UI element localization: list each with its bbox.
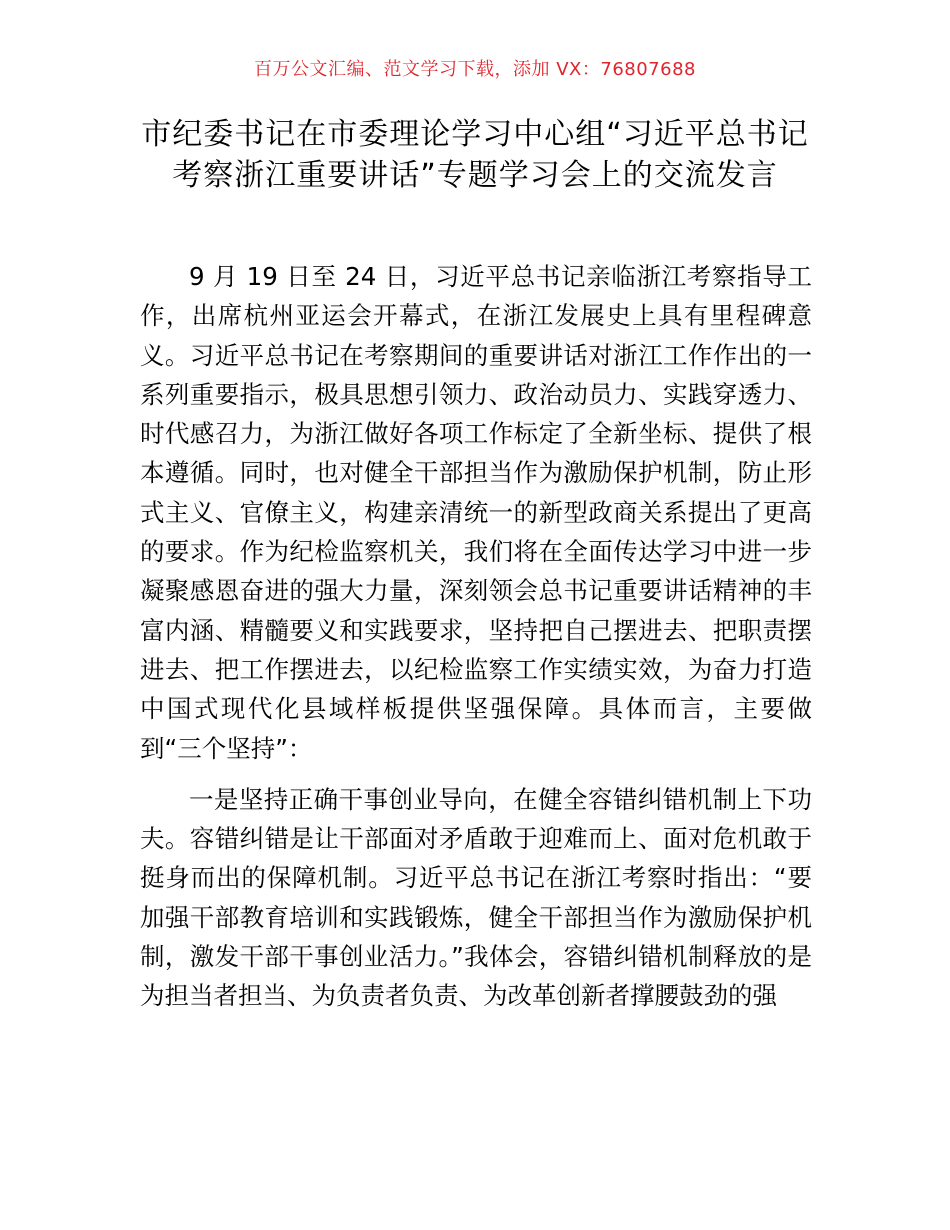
header-promo-note: 百万公文汇编、范文学习下载，添加 VX：76807688: [254, 59, 696, 80]
paragraph-point-one: 一是坚持正确干事创业导向，在健全容错纠错机制上下功夫。容错纠错是让干部面对矛盾敢于迎难而上、面对危机敢于挺身而出的保障机制。习近平总书记在浙江考察时指出：“要加强干部教育培训和实践锻炼，健全干部担当作为激励保护机制，激发干部干事创业活力。”我体会，容错纠错机制释放的是为担当者担当、为负责者负责、为改革创新者撑腰鼓劲的强: [140, 784, 812, 1011]
document-body: [140, 257, 812, 1016]
paragraph-intro: 9 月 19 日至 24 日，习近平总书记亲临浙江考察指导工作，出席杭州亚运会开幕式，在浙江发展史上具有里程碑意义。习近平总书记在考察期间的重要讲话对浙江工作作出的一系列重要指示，极具思想引领力、政治动员力、实践穿透力、时代感召力，为浙江做好各项工作标定了全新坐标、提供了根本遵循。同时，也对健全干部担当作为激励保护机制，防止形式主义、官僚主义，构建亲清统一的新型政商关系提出了更高的要求。作为纪检监察机关，我们将在全面传达学习中进一步凝聚感恩奋进的强大力量，深刻领会总书记重要讲话精神的丰富内涵、精髓要义和实践要求，坚持把自己摆进去、把职责摆进去、把工作摆进去，以纪检监察工作实绩实效，为奋力打造中国式现代化县域样板提供坚强保障。具体而言，主要做到“三个坚持”：: [140, 262, 812, 763]
document-title: 市纪委书记在市委理论学习中心组“习近平总书记考察浙江重要讲话”专题学习会上的交流发言: [141, 117, 809, 193]
